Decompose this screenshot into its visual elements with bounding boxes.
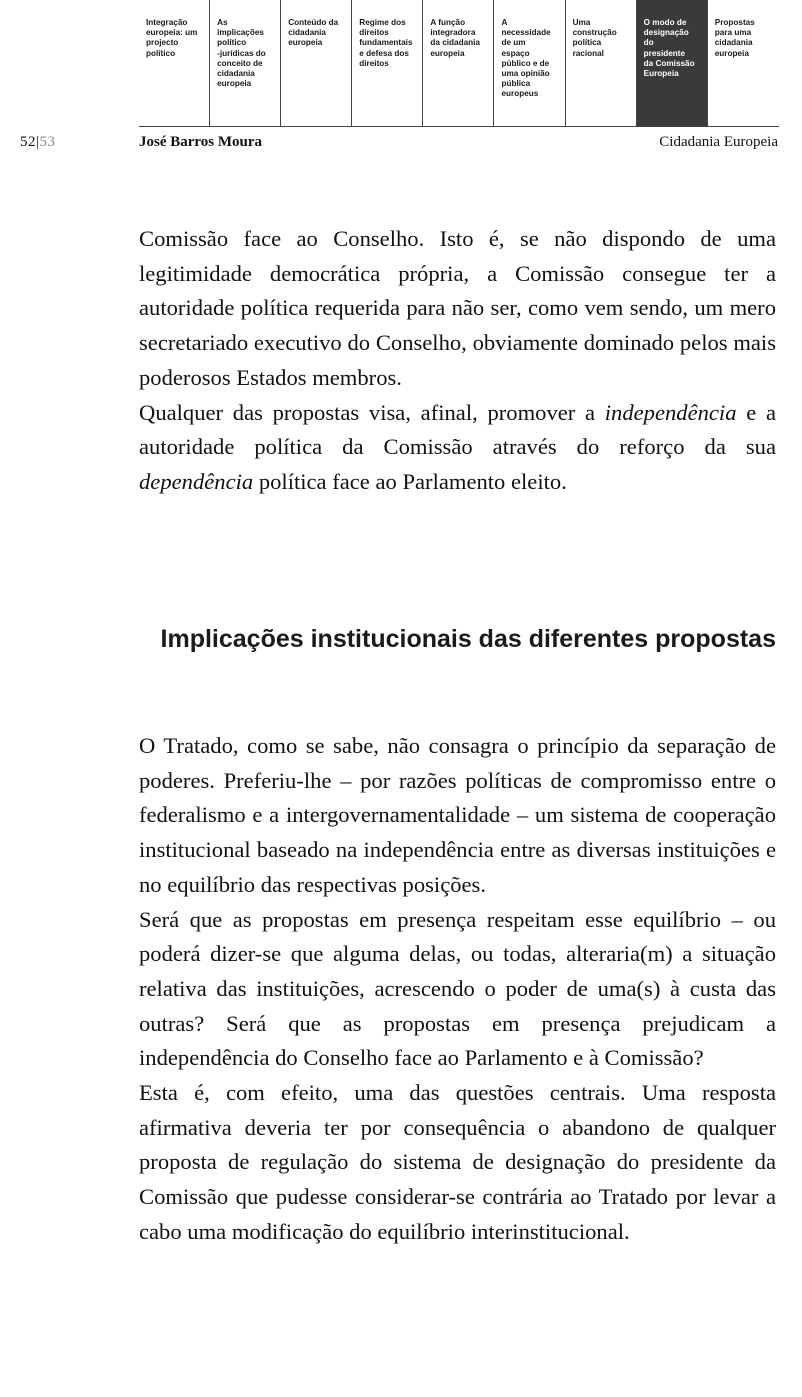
nav-tab-modo-designacao-active[interactable]: O modo de designação do presidente da Comissão Europeia [637, 0, 708, 126]
paragraph: O Tratado, como se sabe, não consagra o princípio da separação de poderes. Preferiu-lhe – por razões políticas de compromisso entre o federalismo e a intergovernamentalidade – um sistema de cooperação institucional baseado na independência entre as diversas instituições e no equilíbrio das respectivas posições. [139, 733, 776, 897]
chapter-navigation [139, 0, 779, 127]
page-number-next: 53 [39, 134, 56, 150]
section-heading: Implicações institucionais das diferentes propostas [160, 625, 776, 653]
nav-tab-implicacoes-politico-juridicas[interactable]: As implicações político -jurídicas do conceito de cidadania europeia [210, 0, 281, 126]
nav-tab-conteudo-cidadania[interactable]: Conteúdo da cidadania europeia [281, 0, 352, 126]
paragraph-text: Qualquer das propostas visa, afinal, promover a [139, 399, 605, 425]
nav-tab-funcao-integradora[interactable]: A função integradora da cidadania europeia [423, 0, 494, 126]
nav-tab-propostas-cidadania[interactable]: Propostas para uma cidadania europeia [714, 18, 755, 58]
paragraph-text: política face ao Parlamento eleito. [253, 468, 567, 494]
emphasis-text: dependência [139, 468, 254, 494]
nav-tab-espaco-publico[interactable]: A necessidade de um espaço público e de uma opinião pública europeus [494, 0, 565, 126]
running-header-author: José Barros Moura [139, 134, 263, 150]
running-header-book-title: Cidadania Europeia [659, 134, 778, 150]
paragraph: Comissão face ao Conselho. Isto é, se não dispondo de uma legitimidade democrática própria, a Comissão consegue ter a autoridade política requerida para não ser, como vem sendo, um mero secretariado executivo do Conselho, obviamente dominado pelos mais poderosos Estados membros. [139, 226, 776, 390]
body-text-top [139, 222, 776, 500]
paragraph [139, 396, 776, 500]
nav-tab-regime-direitos[interactable]: Regime dos direitos fundamentais e defesa dos direitos [352, 0, 423, 126]
nav-tab-integracao-europeia[interactable]: Integração europeia: um projecto político [139, 0, 210, 126]
paragraph: Será que as propostas em presença respeitam esse equilíbrio – ou poderá dizer-se que alguma delas, ou todas, alteraria(m) a situação relativa das instituições, acrescendo o poder de uma(s) à custa das outras? Será que as propostas em presença prejudicam a independência do Conselho face ao Parlamento e à Comissão? [139, 906, 776, 1071]
body-text-bottom [139, 729, 776, 1250]
page-number-separator: | [36, 134, 40, 150]
emphasis-text: independência [604, 399, 737, 425]
paragraph-text: e a autoridade política da Comissão através do reforço da sua [139, 399, 776, 460]
page-number [20, 134, 56, 151]
page-number-current: 52 [20, 134, 36, 150]
nav-tab-construcao-politica[interactable]: Uma construção política racional [566, 0, 637, 126]
paragraph: Esta é, com efeito, uma das questões centrais. Uma resposta afirmativa deveria ter por consequência o abandono de qualquer proposta de regulação do sistema de designação do presidente da Comissão que pudesse considerar-se contrária ao Tratado por levar a cabo uma modificação do equilíbrio interinstitucional. [139, 1080, 776, 1244]
